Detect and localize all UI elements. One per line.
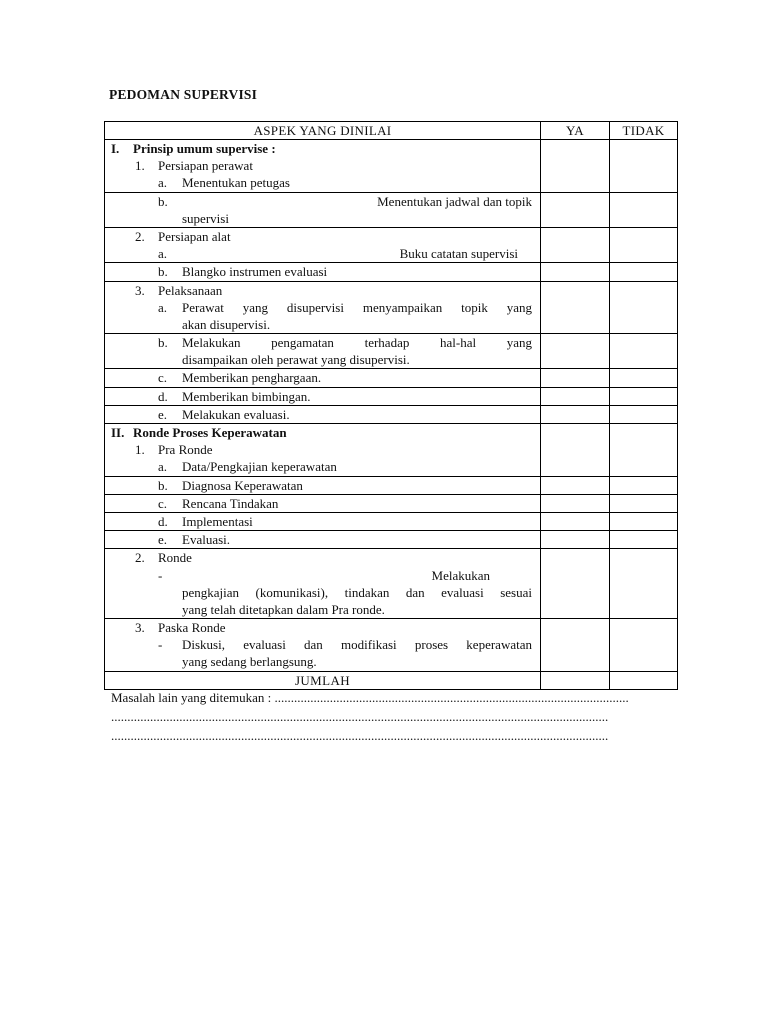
item-dash: - <box>158 637 163 653</box>
item-letter: a. <box>158 459 168 475</box>
ya-cell[interactable] <box>541 405 610 423</box>
item-letter: a. <box>158 246 168 262</box>
group-title: Pra Ronde <box>158 442 213 458</box>
item-text-continued: yang sedang berlangsung. <box>182 654 317 670</box>
tidak-cell[interactable] <box>610 512 678 530</box>
item-text: Menentukan jadwal dan topik <box>377 193 532 209</box>
table-row <box>105 263 678 281</box>
ya-cell[interactable] <box>541 227 610 262</box>
header-ya: YA <box>541 122 610 140</box>
item-text: Data/Pengkajian keperawatan <box>182 459 337 475</box>
item-letter: c. <box>158 495 168 511</box>
item-text: Melakukan <box>431 567 490 583</box>
tidak-cell[interactable] <box>610 263 678 281</box>
item-letter: e. <box>158 532 168 548</box>
ya-cell[interactable] <box>541 531 610 549</box>
table-row <box>105 549 678 619</box>
ya-total-cell[interactable] <box>541 671 610 689</box>
table-row <box>105 494 678 512</box>
ya-cell[interactable] <box>541 369 610 387</box>
total-row <box>105 671 678 689</box>
item-letter: e. <box>158 406 168 422</box>
item-text: Diskusi, evaluasi dan modifikasi proses keperawatan <box>182 637 532 653</box>
tidak-cell[interactable] <box>610 227 678 262</box>
ya-cell[interactable] <box>541 334 610 369</box>
table-row <box>105 531 678 549</box>
group-number: 1. <box>135 442 145 458</box>
group-title: Persiapan alat <box>158 228 231 244</box>
tidak-cell[interactable] <box>610 405 678 423</box>
item-text: Memberikan penghargaan. <box>182 370 322 386</box>
item-dash: - <box>158 567 163 583</box>
tidak-cell[interactable] <box>610 334 678 369</box>
tidak-cell[interactable] <box>610 494 678 512</box>
table-row <box>105 512 678 530</box>
item-text: Perawat yang disupervisi menyampaikan topik yang <box>182 299 532 315</box>
item-text: Melakukan evaluasi. <box>182 406 290 422</box>
group-title: Paska Ronde <box>158 620 226 636</box>
item-text: Melakukan pengamatan terhadap hal-hal yang <box>182 335 532 351</box>
table-row <box>105 619 678 672</box>
section-title: Ronde Proses Keperawatan <box>133 425 287 440</box>
tidak-cell[interactable] <box>610 619 678 672</box>
notes-line-3[interactable]: ......................................................................................................................................................... <box>111 728 609 743</box>
table-row <box>105 140 678 193</box>
group-title: Pelaksanaan <box>158 282 223 298</box>
notes-line-2[interactable]: ......................................................................................................................................................... <box>111 709 609 724</box>
item-text-continued: pengkajian (komunikasi), tindakan dan evaluasi sesuai <box>182 584 532 600</box>
group-number: 2. <box>135 228 145 244</box>
ya-cell[interactable] <box>541 387 610 405</box>
ya-cell[interactable] <box>541 424 610 477</box>
ya-cell[interactable] <box>541 192 610 227</box>
item-text: Memberikan bimbingan. <box>182 388 311 404</box>
table-row <box>105 476 678 494</box>
ya-cell[interactable] <box>541 619 610 672</box>
item-text: Implementasi <box>182 513 253 529</box>
group-title: Ronde <box>158 550 192 566</box>
table-header-row <box>105 122 678 140</box>
group-number: 1. <box>135 158 145 174</box>
ya-cell[interactable] <box>541 549 610 619</box>
tidak-cell[interactable] <box>610 387 678 405</box>
tidak-cell[interactable] <box>610 192 678 227</box>
ya-cell[interactable] <box>541 494 610 512</box>
item-text: Blangko instrumen evaluasi <box>182 264 328 280</box>
tidak-cell[interactable] <box>610 281 678 334</box>
header-aspect: ASPEK YANG DINILAI <box>105 122 541 140</box>
section-title: Prinsip umum supervise : <box>133 141 276 156</box>
table-row <box>105 387 678 405</box>
ya-cell[interactable] <box>541 263 610 281</box>
notes-line-1[interactable]: Masalah lain yang ditemukan : ............................................................................................................. <box>111 690 629 705</box>
table-row <box>105 334 678 369</box>
section-number: II. <box>111 425 125 440</box>
item-letter: b. <box>158 264 168 280</box>
table-row <box>105 281 678 334</box>
tidak-cell[interactable] <box>610 369 678 387</box>
ya-cell[interactable] <box>541 140 610 193</box>
table-row <box>105 192 678 227</box>
total-label: JUMLAH <box>294 672 351 688</box>
section-number: I. <box>111 141 120 156</box>
item-text-continued: supervisi <box>182 210 229 226</box>
tidak-cell[interactable] <box>610 531 678 549</box>
group-title: Persiapan perawat <box>158 158 253 174</box>
ya-cell[interactable] <box>541 281 610 334</box>
tidak-total-cell[interactable] <box>610 671 678 689</box>
item-letter: c. <box>158 370 168 386</box>
item-text: Evaluasi. <box>182 532 231 548</box>
item-text-continued: akan disupervisi. <box>182 316 271 332</box>
supervision-table <box>104 121 678 690</box>
tidak-cell[interactable] <box>610 140 678 193</box>
item-text-continued: disampaikan oleh perawat yang disupervisi. <box>182 352 410 368</box>
table-row <box>105 369 678 387</box>
table-row <box>105 405 678 423</box>
item-letter: a. <box>158 175 168 191</box>
document-title: PEDOMAN SUPERVISI <box>109 87 258 102</box>
notes-section <box>111 688 674 745</box>
table-row <box>105 227 678 262</box>
item-text: Rencana Tindakan <box>182 495 279 511</box>
item-letter: d. <box>158 388 168 404</box>
group-number: 2. <box>135 550 145 566</box>
item-text: Buku catatan supervisi <box>399 246 518 262</box>
group-number: 3. <box>135 620 145 636</box>
header-tidak: TIDAK <box>610 122 678 140</box>
table-row <box>105 424 678 477</box>
item-text: Diagnosa Keperawatan <box>182 477 303 493</box>
item-letter: d. <box>158 513 168 529</box>
group-number: 3. <box>135 282 145 298</box>
tidak-cell[interactable] <box>610 549 678 619</box>
ya-cell[interactable] <box>541 476 610 494</box>
item-text: Menentukan petugas <box>182 175 290 191</box>
item-text-continued: yang telah ditetapkan dalam Pra ronde. <box>182 601 385 617</box>
tidak-cell[interactable] <box>610 476 678 494</box>
ya-cell[interactable] <box>541 512 610 530</box>
tidak-cell[interactable] <box>610 424 678 477</box>
item-letter: b. <box>158 193 168 209</box>
item-letter: b. <box>158 477 168 493</box>
item-letter: b. <box>158 335 168 351</box>
item-letter: a. <box>158 299 168 315</box>
